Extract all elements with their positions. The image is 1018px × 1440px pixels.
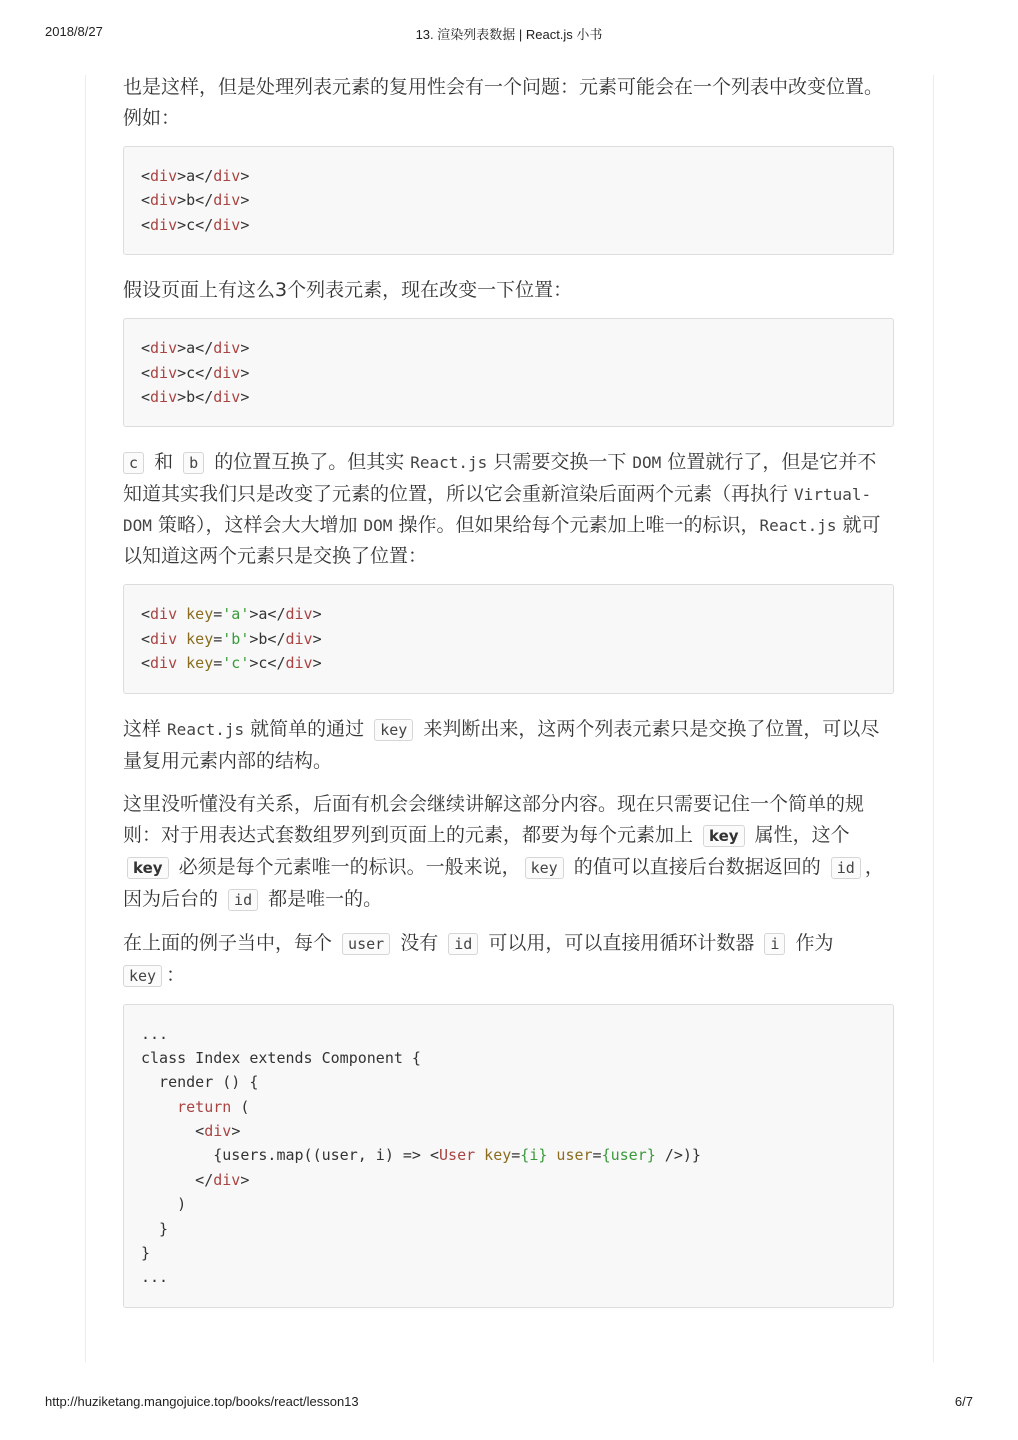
- code-token: >: [240, 215, 250, 234]
- code-token: div: [150, 605, 178, 624]
- paragraph-explain: c 和 b 的位置互换了。但其实 React.js 只需要交换一下 DOM 位置就行了，但是它并不知道其实我们只是改变了元素的位置，所以它会重新渲染后面两个元素（再执行 Virtual-DOM 策略），这样会大大增加 DOM 操作。但如果给每个元素加上唯一的标识，React.js 就可以知道这两个元素只是交换了位置：: [123, 451, 881, 568]
- code-line: [141, 164, 876, 188]
- print-footer: [0, 1394, 1018, 1424]
- inline-code-dom: DOM: [632, 453, 662, 473]
- inline-code-b: b: [183, 452, 204, 474]
- code-token: 'b': [222, 629, 250, 648]
- code-token: <: [141, 387, 151, 406]
- code-token: }: [141, 1244, 151, 1263]
- code-token: div: [150, 387, 178, 406]
- code-token: [177, 630, 186, 648]
- code-token: ...: [141, 1024, 169, 1043]
- code-token: user: [556, 1146, 593, 1165]
- code-line: [141, 336, 876, 360]
- print-date: 2018/8/27: [45, 24, 103, 39]
- inline-code-react: React.js: [167, 719, 245, 739]
- code-token: div: [150, 363, 178, 382]
- code-token: div: [213, 167, 241, 185]
- code-token: div: [285, 654, 313, 673]
- code-line: [141, 602, 876, 626]
- code-token: div: [285, 605, 313, 624]
- code-token: 'c': [222, 654, 250, 673]
- code-token: >b</: [177, 191, 214, 210]
- code-token: >: [312, 629, 322, 648]
- code-token: >b</: [249, 629, 286, 648]
- code-token: <: [141, 1122, 205, 1141]
- code-token: <: [141, 629, 151, 648]
- inline-code-key-bold: key: [127, 857, 169, 879]
- code-token: >: [312, 605, 322, 624]
- code-token: div: [150, 629, 178, 648]
- code-token: div: [213, 1170, 241, 1189]
- code-block-keyed-list: [123, 584, 894, 693]
- inline-code-virtual-dom: Virtual-DOM: [123, 485, 872, 536]
- code-token: />)}: [655, 1146, 701, 1165]
- paragraph-example-key: 在上面的例子当中，每个 user 没有 id 可以用，可以直接用循环计数器 i 作为 key ：: [123, 931, 834, 986]
- code-token: div: [150, 191, 178, 210]
- code-token: >: [240, 1170, 250, 1189]
- inline-code-id: id: [228, 889, 258, 911]
- code-token: div: [213, 339, 241, 358]
- code-token: [141, 1098, 177, 1116]
- code-token: div: [213, 215, 241, 234]
- code-token: >: [312, 654, 322, 673]
- code-token: <: [141, 605, 151, 624]
- inline-code-key-bold: key: [703, 825, 745, 847]
- code-token: <: [141, 167, 151, 185]
- code-line: [141, 1241, 876, 1265]
- print-url: http://huziketang.mangojuice.top/books/react/lesson13: [45, 1394, 359, 1409]
- code-token: >b</: [177, 387, 214, 406]
- code-token: {users.map((user, i) => <: [141, 1146, 440, 1165]
- paragraph-swap: 假设页面上有这么3个列表元素，现在改变一下位置：: [123, 279, 573, 302]
- code-line: [141, 651, 876, 675]
- code-line: [141, 1168, 876, 1192]
- code-token: >a</: [177, 339, 214, 358]
- code-line: [141, 1265, 876, 1289]
- inline-code-id: id: [831, 857, 861, 879]
- inline-code-i: i: [764, 933, 785, 955]
- inline-code-react: React.js: [759, 516, 837, 536]
- code-token: div: [150, 215, 178, 234]
- inline-code-c: c: [123, 452, 144, 474]
- code-token: >: [240, 167, 250, 185]
- code-token: ...: [141, 1268, 169, 1287]
- inline-code-key: key: [123, 965, 162, 987]
- code-token: div: [213, 191, 241, 210]
- code-token: [475, 1146, 484, 1164]
- code-token: =: [213, 629, 223, 648]
- inline-code-key: key: [525, 857, 564, 879]
- code-line: [141, 1095, 876, 1119]
- code-token: [177, 654, 186, 672]
- code-token: <: [141, 654, 151, 673]
- code-token: div: [150, 654, 178, 673]
- code-token: =: [511, 1146, 521, 1165]
- paragraph-key-rule: 这里没听懂没有关系，后面有机会会继续讲解这部分内容。现在只需要记住一个简单的规则：对于用表达式套数组罗列到页面上的元素，都要为每个元素加上 key 属性，这个 key 必须是每个元素唯一的标识。一般来说， key 的值可以直接后台数据返回的 id ，因为后台的 id 都是唯一的。: [123, 792, 884, 910]
- code-line: [141, 1217, 876, 1241]
- code-token: >c</: [177, 363, 214, 382]
- inline-code-react: React.js: [410, 453, 488, 473]
- code-token: {i}: [520, 1146, 548, 1165]
- code-token: >a</: [177, 167, 214, 185]
- code-token: (: [231, 1097, 250, 1116]
- code-token: {user}: [601, 1146, 656, 1165]
- paragraph-key-compare: 这样 React.js 就简单的通过 key 来判断出来，这两个列表元素只是交换了位置，可以尽量复用元素内部的结构。: [123, 717, 880, 772]
- code-token: [177, 605, 186, 623]
- code-token: >: [240, 387, 250, 406]
- code-token: div: [285, 629, 313, 648]
- code-token: div: [150, 167, 178, 185]
- article-content: [123, 72, 894, 1328]
- code-token: div: [213, 387, 241, 406]
- code-token: 'a': [222, 605, 250, 624]
- code-block-swapped-list: [123, 318, 894, 427]
- code-token: div: [213, 363, 241, 382]
- code-token: div: [204, 1122, 232, 1141]
- code-token: >: [240, 191, 250, 210]
- code-token: >: [240, 339, 250, 358]
- inline-code-key: key: [374, 719, 413, 741]
- code-token: key: [484, 1146, 512, 1165]
- print-page-number: 6/7: [954, 1394, 973, 1409]
- code-token: >a</: [249, 605, 286, 624]
- code-line: [141, 1070, 876, 1094]
- code-token: =: [213, 605, 223, 624]
- code-line: [141, 188, 876, 212]
- code-token: <: [141, 191, 151, 210]
- print-header: [0, 24, 1018, 54]
- code-line: [141, 1046, 876, 1070]
- code-token: =: [213, 654, 223, 673]
- code-line: [141, 361, 876, 385]
- code-token: >: [231, 1122, 241, 1141]
- code-token: </: [141, 1170, 214, 1189]
- code-token: User: [439, 1146, 476, 1165]
- code-line: [141, 213, 876, 237]
- code-token: <: [141, 363, 151, 382]
- code-token: }: [141, 1219, 169, 1238]
- code-token: class Index extends Component {: [141, 1048, 421, 1067]
- code-line: [141, 1119, 876, 1143]
- code-token: >: [240, 363, 250, 382]
- code-token: return: [177, 1097, 232, 1116]
- code-block-index-component: [123, 1004, 894, 1308]
- code-token: <: [141, 339, 151, 358]
- code-line: [141, 627, 876, 651]
- code-line: [141, 1022, 876, 1046]
- inline-code-user: user: [342, 933, 390, 955]
- code-token: ): [141, 1195, 187, 1214]
- code-line: [141, 1192, 876, 1216]
- code-token: key: [186, 629, 214, 648]
- code-token: key: [186, 654, 214, 673]
- code-token: <: [141, 215, 151, 234]
- code-token: >c</: [249, 654, 286, 673]
- code-token: =: [592, 1146, 602, 1165]
- code-token: div: [150, 339, 178, 358]
- code-block-original-list: [123, 146, 894, 255]
- code-line: [141, 385, 876, 409]
- print-title: 13. 渲染列表数据 | React.js 小书: [415, 27, 603, 42]
- paragraph-intro: 也是这样，但是处理列表元素的复用性会有一个问题：元素可能会在一个列表中改变位置。例如：: [123, 76, 884, 129]
- inline-code-id: id: [448, 933, 478, 955]
- code-token: render () {: [141, 1073, 259, 1092]
- code-line: [141, 1143, 876, 1167]
- inline-code-dom: DOM: [363, 516, 393, 536]
- code-token: key: [186, 605, 214, 624]
- code-token: >c</: [177, 215, 214, 234]
